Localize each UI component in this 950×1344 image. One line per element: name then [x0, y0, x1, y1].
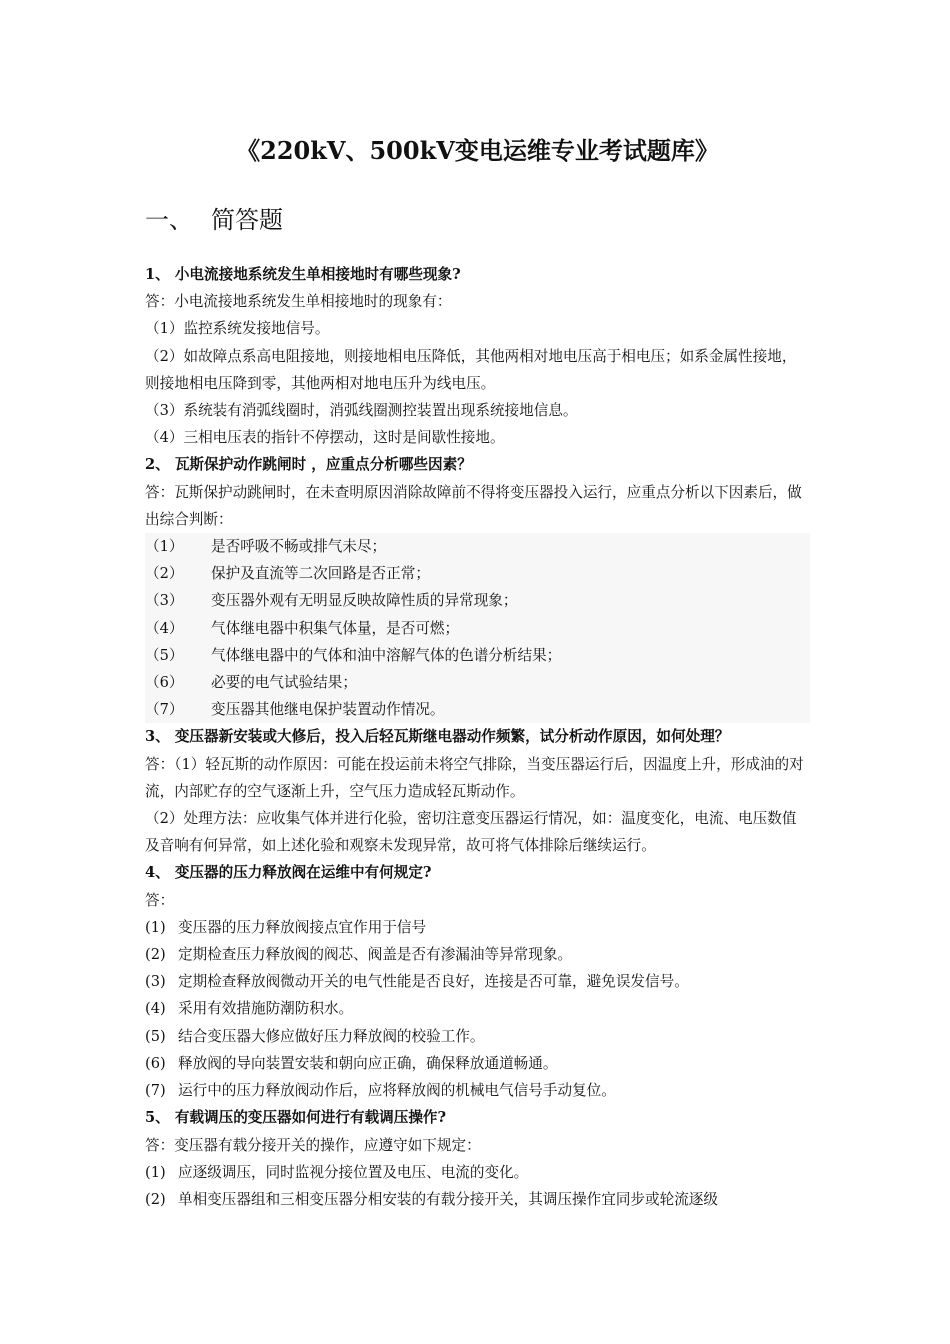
question-5: 5、 有载调压的变压器如何进行有载调压操作?	[145, 1109, 447, 1127]
question-1: 1、 小电流接地系统发生单相接地时有哪些现象?	[145, 266, 461, 283]
list-item: （4） 气体继电器中积集气体量，是否可燃；	[145, 619, 460, 637]
list-item: (4) 采用有效措施防潮防积水。	[145, 1000, 354, 1018]
list-item: (1) 应逐级调压，同时监视分接位置及电压、电流的变化。	[145, 1163, 529, 1181]
list-item: (7) 运行中的压力释放阀动作后，应将释放阀的机械电气信号手动复位。	[145, 1082, 616, 1100]
answer-1-item: （3）系统装有消弧线圈时，消弧线圈测控装置出现系统接地信息。	[145, 402, 578, 420]
section-label: 简答题	[211, 206, 283, 234]
list-item: （5） 气体继电器中的气体和油中溶解气体的色谱分析结果；	[145, 646, 562, 664]
list-item: (6) 释放阀的导向装置安装和朝向应正确，确保释放通道畅通。	[145, 1054, 558, 1072]
question-4: 4、 变压器的压力释放阀在运维中有何规定?	[145, 864, 432, 882]
document-title: 《220kV、500kV变电运维专业考试题库》	[236, 136, 719, 165]
answer-2-list	[145, 533, 810, 723]
answer-1-intro: 答：小电流接地系统发生单相接地时的现象有：	[145, 293, 452, 311]
answer-2-intro: 答：瓦斯保护动跳闸时，在未查明原因消除故障前不得将变压器投入运行，应重点分析以下因素后，做出综合判断：	[145, 483, 802, 528]
section-number: 一、	[145, 206, 193, 234]
list-item: (5) 结合变压器大修应做好压力释放阀的校验工作。	[145, 1027, 485, 1045]
answer-3-part-2: （2）处理方法：应收集气体并进行化验，密切注意变压器运行情况，如：温度变化，电流、电压数值及音响有何异常，如上述化验和观察未发现异常，故可将气体排除后继续运行。	[145, 810, 797, 855]
list-item: （7） 变压器其他继电保护装置动作情况。	[145, 701, 445, 719]
list-item: (2) 单相变压器组和三相变压器分相安装的有载分接开关，其调压操作宜同步或轮流逐级	[145, 1190, 718, 1208]
list-item: （1） 是否呼吸不畅或排气未尽；	[145, 538, 387, 556]
answer-1-item: （1）监控系统发接地信号。	[145, 320, 330, 338]
list-item: (3) 定期检查释放阀微动开关的电气性能是否良好，连接是否可靠，避免误发信号。	[145, 973, 689, 991]
answer-4-intro: 答：	[145, 891, 175, 909]
question-2: 2、 瓦斯保护动作跳闸时 ，应重点分析哪些因素？	[145, 456, 472, 474]
answer-1-item: （2）如故障点系高电阻接地，则接地相电压降低，其他两相对地电压高于相电压；如系金属性接地，则接地相电压降到零，其他两相对地电压升为线电压。	[145, 347, 797, 392]
list-item: （3） 变压器外观有无明显反映故障性质的异常现象；	[145, 592, 518, 610]
list-item: （6） 必要的电气试验结果；	[145, 674, 357, 692]
answer-5-intro: 答：变压器有载分接开关的操作，应遵守如下规定：	[145, 1136, 481, 1154]
question-3: 3、 变压器新安装或大修后，投入后轻瓦斯继电器动作频繁，试分析动作原因，如何处理？	[145, 728, 730, 746]
list-item: (2) 定期检查压力释放阀的阀芯、阀盖是否有渗漏油等异常现象。	[145, 946, 573, 964]
list-item: （2） 保护及直流等二次回路是否正常；	[145, 565, 430, 583]
answer-3-part-1: 答：（1）轻瓦斯的动作原因：可能在投运前未将空气排除，当变压器运行后，因温度上升，形成油的对流，内部贮存的空气逐渐上升，空气压力造成轻瓦斯动作。	[145, 755, 804, 800]
answer-1-item: （4）三相电压表的指针不停摆动，这时是间歇性接地。	[145, 429, 505, 447]
document-body	[145, 261, 810, 1213]
section-heading	[145, 200, 283, 235]
list-item: (1) 变压器的压力释放阀接点宜作用于信号	[145, 918, 427, 936]
